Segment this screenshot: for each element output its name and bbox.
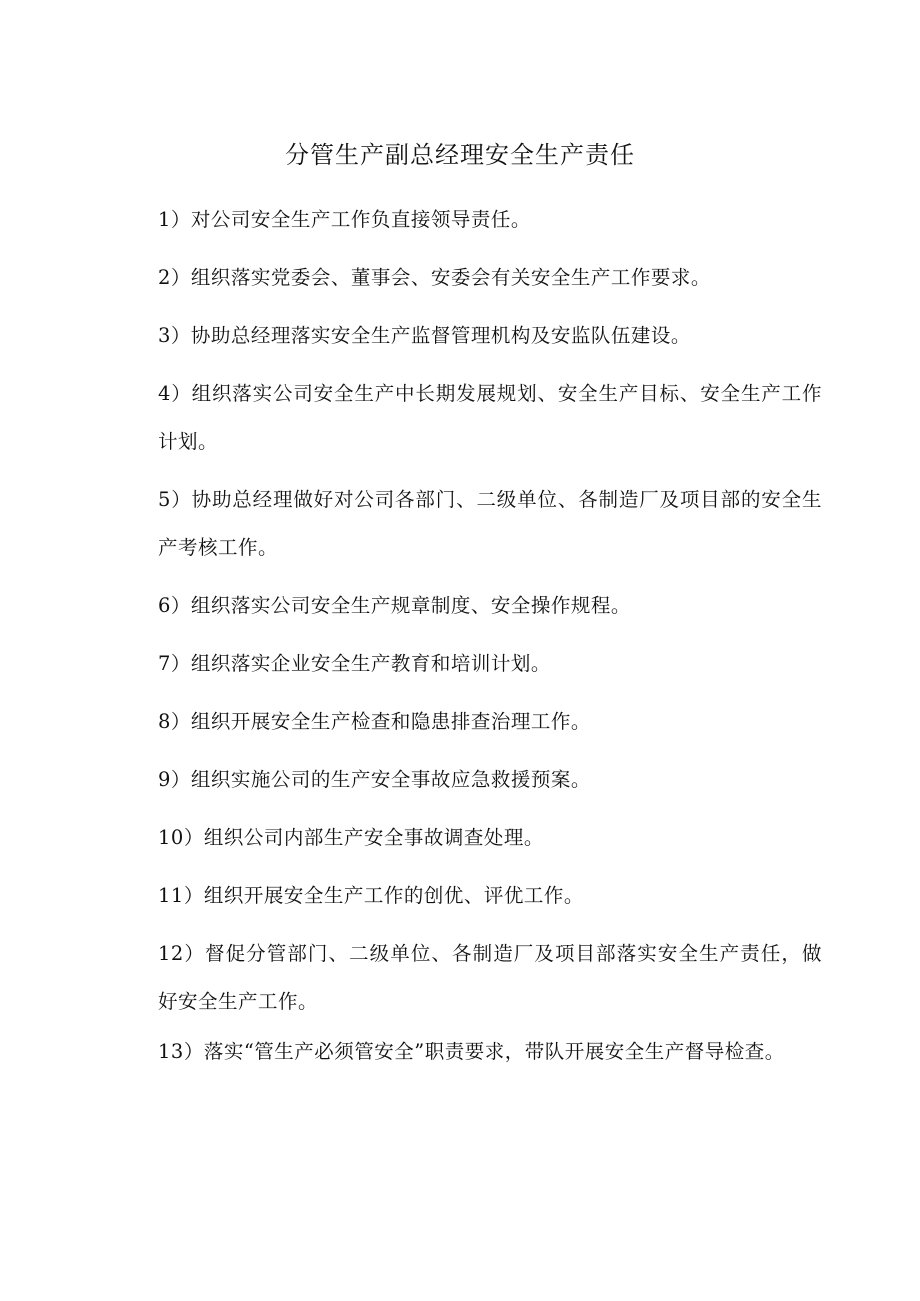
- list-item: 5）协助总经理做好对公司各部门、二级单位、各制造厂及项目部的安全生产考核工作。: [158, 488, 822, 559]
- list-item: 3）协助总经理落实安全生产监督管理机构及安监队伍建设。: [158, 324, 691, 347]
- list-item: 1）对公司安全生产工作负直接领导责任。: [158, 208, 531, 231]
- list-item: 4）组织落实公司安全生产中长期发展规划、安全生产目标、安全生产工作计划。: [158, 382, 822, 453]
- list-item: 7）组织落实企业安全生产教育和培训计划。: [158, 652, 551, 675]
- list-item: 8）组织开展安全生产检查和隐患排查治理工作。: [158, 710, 591, 733]
- list-item: 11）组织开展安全生产工作的创优、评优工作。: [158, 884, 584, 907]
- list-item: 9）组织实施公司的生产安全事故应急救援预案。: [158, 768, 591, 791]
- responsibility-list: [158, 196, 822, 1078]
- list-item: 12）督促分管部门、二级单位、各制造厂及项目部落实安全生产责任，做好安全生产工作。: [158, 942, 822, 1013]
- list-item: 10）组织公司内部生产安全事故调查处理。: [158, 826, 544, 849]
- list-item: 6）组织落实公司安全生产规章制度、安全操作规程。: [158, 594, 631, 617]
- list-item: 2）组织落实党委会、董事会、安委会有关安全生产工作要求。: [158, 266, 711, 289]
- document-title: 分管生产副总经理安全生产责任: [285, 141, 635, 169]
- list-item: 13）落实“管生产必须管安全”职责要求，带队开展安全生产督导检查。: [158, 1040, 785, 1063]
